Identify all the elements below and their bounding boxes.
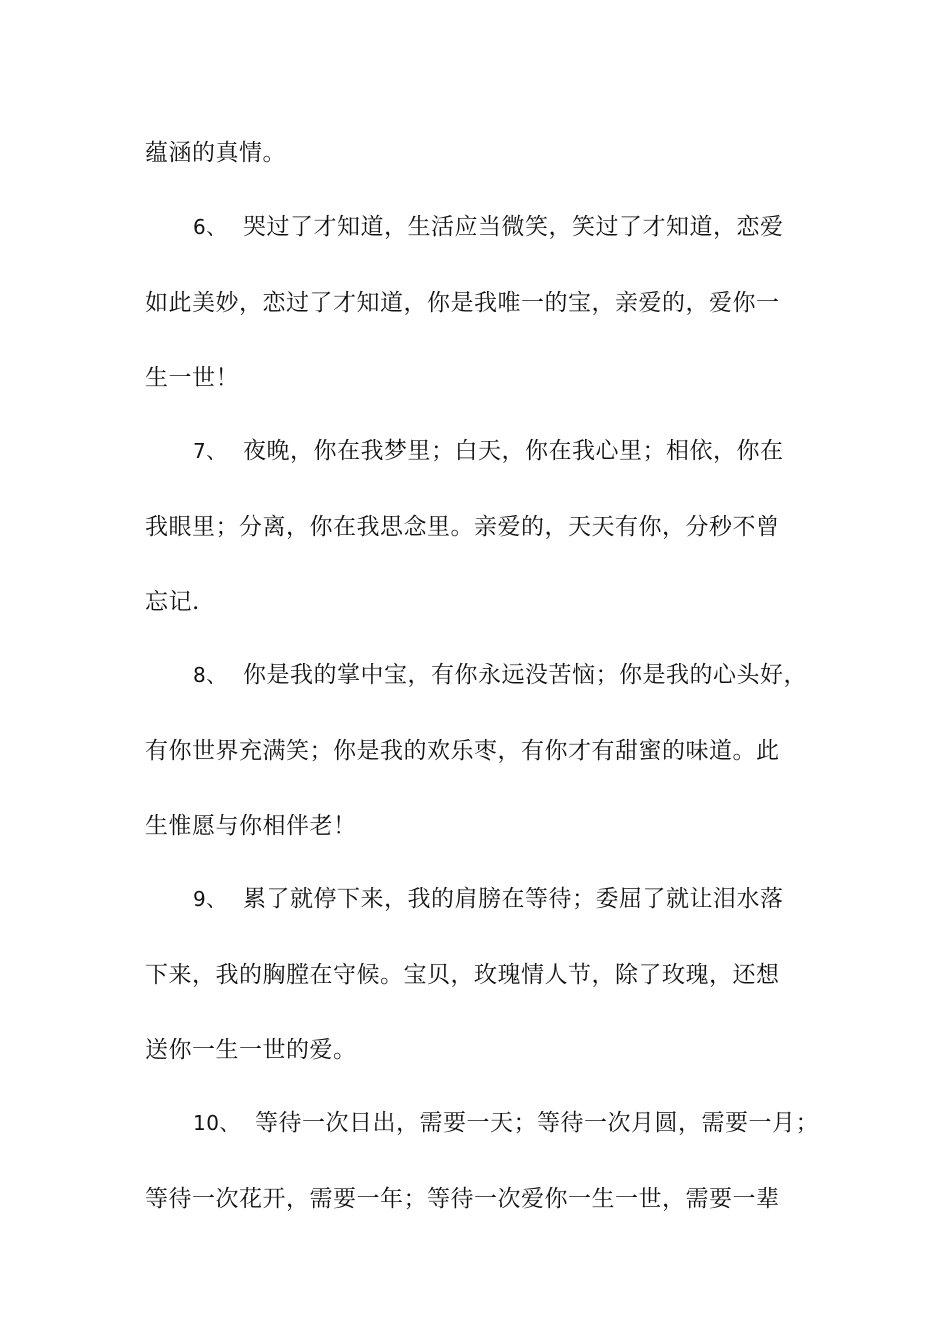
- item-text: 等待一次日出，需要一天；等待一次月圆，需要一月；: [255, 1110, 819, 1136]
- list-item-8-line-2: 有你世界充满笑；你是我的欢乐枣，有你才有甜蜜的味道。此: [145, 738, 780, 764]
- list-item-7-line-2: 我眼里；分离，你在我思念里。亲爱的，天天有你，分秒不曾: [145, 514, 780, 540]
- list-item-6-line-2: 如此美妙，恋过了才知道，你是我唯一的宝，亲爱的，爱你一: [145, 290, 780, 316]
- list-item-6-line-1: [145, 212, 825, 242]
- list-item-10-line-2: 等待一次花开，需要一年；等待一次爱你一生一世，需要一辈: [145, 1186, 780, 1212]
- list-item-10-line-1: [145, 1108, 825, 1138]
- item-text: 你是我的掌中宝，有你永远没苦恼；你是我的心头好，: [243, 662, 807, 688]
- item-number: 9、: [193, 887, 227, 911]
- item-text: 夜晚，你在我梦里；白天，你在我心里；相依，你在: [243, 438, 784, 464]
- item-number: 10、: [193, 1111, 240, 1135]
- list-item-9-line-2: 下来，我的胸膛在守候。宝贝，玫瑰情人节，除了玫瑰，还想: [145, 962, 780, 988]
- item-text: 累了就停下来，我的肩膀在等待；委屈了就让泪水落: [243, 886, 784, 912]
- item-number: 8、: [193, 663, 227, 687]
- paragraph-continuation: 蕴涵的真情。: [145, 140, 286, 166]
- list-item-7-line-3: 忘记.: [145, 589, 200, 615]
- list-item-6-line-3: 生一世！: [145, 365, 239, 391]
- item-number: 7、: [193, 439, 227, 463]
- item-text: 哭过了才知道，生活应当微笑，笑过了才知道，恋爱: [243, 214, 784, 240]
- list-item-9-line-3: 送你一生一世的爱。: [145, 1037, 357, 1063]
- list-item-9-line-1: [145, 884, 825, 914]
- item-number: 6、: [193, 215, 227, 239]
- list-item-8-line-3: 生惟愿与你相伴老！: [145, 813, 357, 839]
- list-item-8-line-1: [145, 660, 825, 690]
- list-item-7-line-1: [145, 436, 825, 466]
